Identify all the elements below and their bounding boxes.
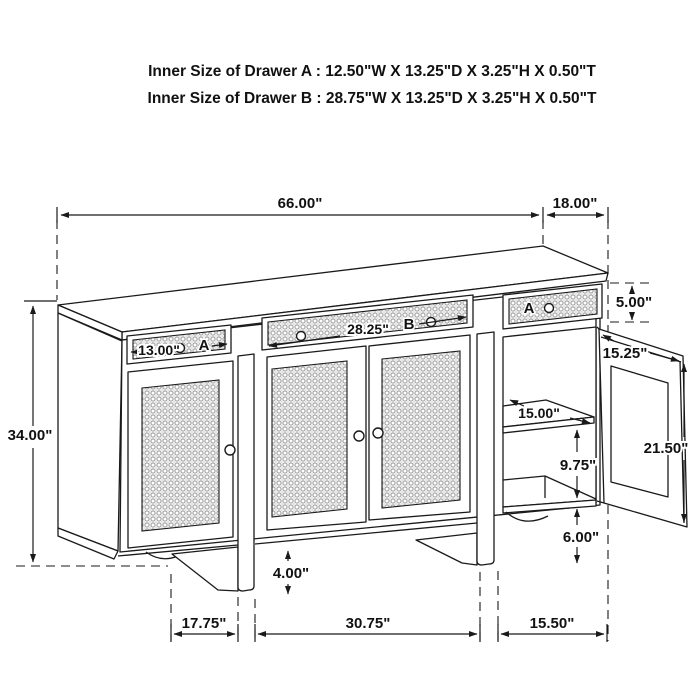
dim-shelf-depth: 15.00" — [518, 405, 560, 421]
dim-right-section-width: 15.50" — [529, 615, 575, 632]
right-leg-post — [477, 332, 494, 565]
cane-panel — [382, 351, 460, 508]
dim-left-section-width: 17.75" — [181, 615, 227, 632]
label-drawer-b: B — [403, 316, 415, 333]
dim-door-height: 21.50" — [643, 440, 689, 457]
label-drawer-a: A — [198, 337, 210, 354]
left-leg-post — [238, 354, 254, 591]
drawer-knob — [297, 332, 306, 341]
dim-base-right-group — [563, 509, 599, 563]
cane-panel — [142, 380, 219, 531]
door-knob — [354, 431, 364, 441]
dim-base-clearance-right: 6.00" — [562, 529, 600, 546]
dim-bottom-row — [171, 615, 607, 642]
cane-panel — [272, 361, 347, 517]
drawer-knob — [545, 304, 554, 313]
dim-overall-height-group — [8, 301, 57, 562]
right-leg-gusset — [416, 533, 477, 565]
dim-overall-height: 34.00" — [7, 427, 53, 444]
door-knob — [225, 445, 235, 455]
dim-shelf-to-bottom: 9.75" — [559, 457, 597, 474]
dim-overall-width: 66.00" — [277, 195, 323, 212]
dim-drawer-height-group — [616, 286, 652, 320]
dim-base-clearance-middle: 4.00" — [272, 565, 310, 582]
left-door — [128, 361, 235, 548]
dim-middle-section-width: 30.75" — [345, 615, 391, 632]
dim-base-middle-group — [273, 551, 309, 594]
dim-drawer-a-width: 13.00" — [138, 342, 180, 358]
dim-depth: 18.00" — [552, 195, 598, 212]
dim-open-door-width: 15.25" — [602, 345, 648, 362]
middle-left-door — [267, 346, 366, 530]
middle-right-door — [369, 335, 470, 520]
title-drawer-a-size: Inner Size of Drawer A : 12.50"W X 13.25"D X 3.25"H X 0.50"T — [148, 63, 596, 80]
label-drawer-a-right: A — [523, 300, 535, 317]
left-leg-gusset — [172, 547, 238, 591]
cabinet-left-side — [58, 313, 122, 551]
dim-top-row — [57, 195, 608, 223]
door-knob — [373, 428, 383, 438]
dim-drawer-b-width: 28.25" — [347, 321, 389, 337]
dim-drawer-section-height: 5.00" — [615, 294, 653, 311]
title-drawer-b-size: Inner Size of Drawer B : 28.75"W X 13.25"D X 3.25"H X 0.50"T — [147, 90, 597, 107]
